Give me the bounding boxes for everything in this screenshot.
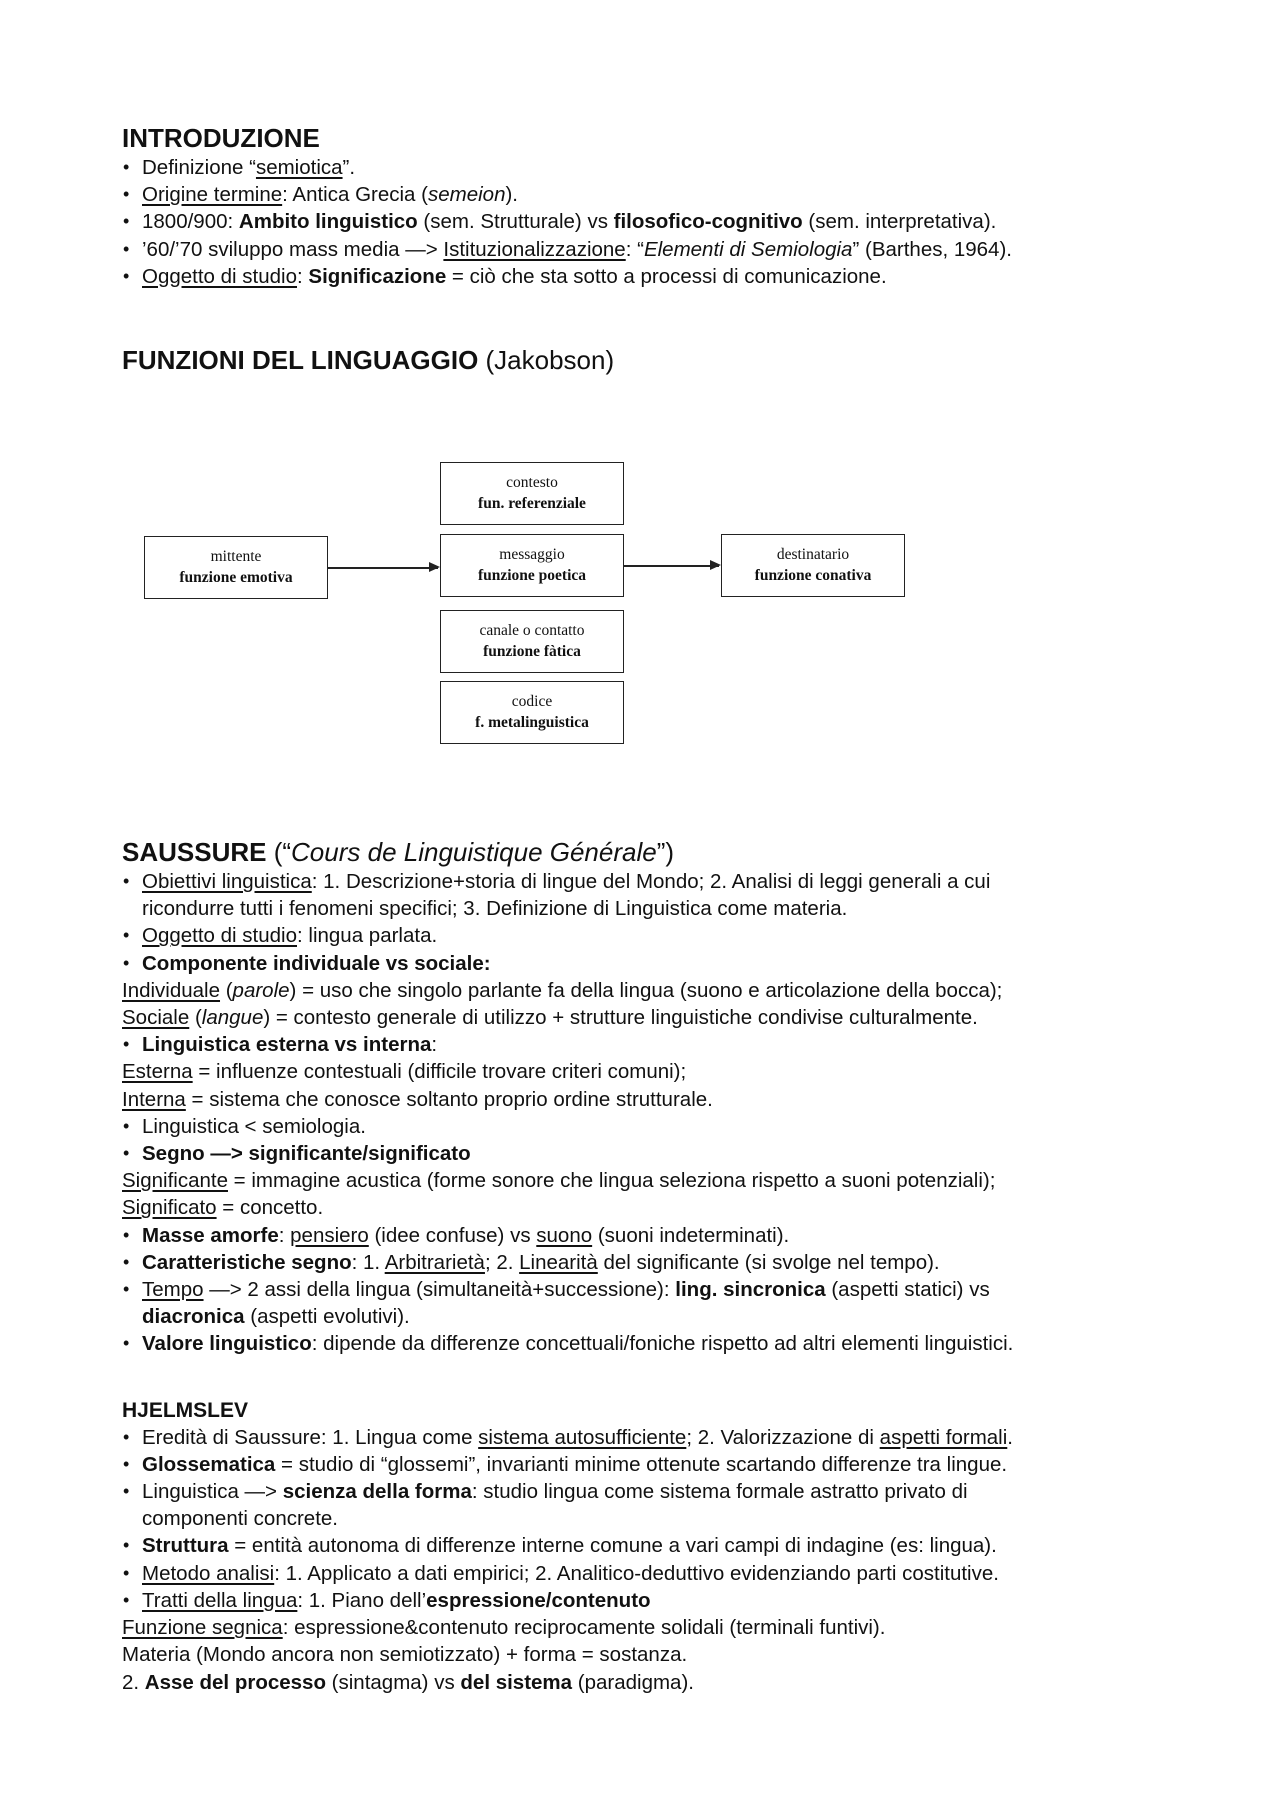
saussure-line-15: • Caratteristiche segno: 1. Arbitrarietà; 2. Linearità del significante (si svolge nel tempo). (122, 1249, 1182, 1276)
saussure-line-6: Sociale (langue) = contesto generale di utilizzo + strutture linguistiche condivise culturalmente. (122, 1006, 978, 1030)
box-messaggio-function: funzione poetica (477, 567, 587, 585)
hjelmslev-line-7: • Tratti della lingua: 1. Piano dell’espressione/contenuto (122, 1587, 1182, 1614)
saussure-line-16: • Tempo —> 2 assi della lingua (simultaneità+successione): ling. sincronica (aspetti statici) vs (122, 1276, 1182, 1303)
box-messaggio (440, 534, 624, 597)
intro-item-3: • 1800/900: Ambito linguistico (sem. Strutturale) vs filosofico-cognitivo (sem. interpretativa). (122, 208, 1182, 235)
intro-item-4: • ’60/’70 sviluppo mass media —> Istituzionalizzazione: “Elementi di Semiologia” (Barthes, 1964). (122, 236, 1182, 263)
saussure-heading: SAUSSURE (“Cours de Linguistique Générale”) (122, 837, 675, 868)
hjelmslev-heading: HJELMSLEV (122, 1398, 249, 1422)
hjelmslev-line-1: • Eredità di Saussure: 1. Lingua come sistema autosufficiente; 2. Valorizzazione di aspetti formali. (122, 1424, 1182, 1451)
box-canale-function: funzione fàtica (483, 643, 581, 661)
box-contesto-function: fun. referenziale (478, 495, 586, 513)
jakobson-diagram (122, 376, 1182, 836)
box-canale-label: canale o contatto (479, 622, 585, 640)
box-destinatario (721, 534, 905, 597)
box-canale (440, 610, 624, 673)
saussure-line-13: Significato = concetto. (122, 1196, 324, 1220)
box-codice-label: codice (511, 693, 553, 711)
hjelmslev-line-3: • Linguistica —> scienza della forma: studio lingua come sistema formale astratto privato di (122, 1478, 1182, 1505)
arrow-messaggio-destinatario (624, 565, 719, 567)
box-codice (440, 681, 624, 744)
box-mittente-function: funzione emotiva (179, 569, 293, 587)
box-messaggio-label: messaggio (499, 546, 565, 564)
saussure-line-4: • Componente individuale vs sociale: (122, 950, 1182, 977)
hjelmslev-list (122, 1424, 1182, 1696)
hjelmslev-line-5: • Struttura = entità autonoma di differenze interne comune a vari campi di indagine (es: lingua). (122, 1532, 1182, 1559)
saussure-line-8: Esterna = influenze contestuali (difficile trovare criteri comuni); (122, 1060, 687, 1084)
saussure-line-3: • Oggetto di studio: lingua parlata. (122, 922, 1182, 949)
saussure-line-5: Individuale (parole) = uso che singolo parlante fa della lingua (suono e articolazione della bocca); (122, 978, 1003, 1002)
hjelmslev-line-9: Materia (Mondo ancora non semiotizzato) + forma = sostanza. (122, 1643, 688, 1667)
saussure-line-17: diacronica (aspetti evolutivi). (142, 1305, 410, 1329)
saussure-line-1: • Obiettivi linguistica: 1. Descrizione+storia di lingue del Mondo; 2. Analisi di leggi generali a cui (122, 868, 1182, 895)
saussure-line-12: Significante = immagine acustica (forme sonore che lingua seleziona rispetto a suoni potenziali); (122, 1169, 996, 1193)
box-mittente (144, 536, 328, 599)
saussure-line-14: • Masse amorfe: pensiero (idee confuse) vs suono (suoni indeterminati). (122, 1222, 1182, 1249)
arrow-mittente-messaggio (328, 567, 438, 569)
document-page (122, 122, 1182, 1696)
hjelmslev-line-2: • Glossematica = studio di “glossemi”, invarianti minime ottenute scartando differenze tra lingue. (122, 1451, 1182, 1478)
hjelmslev-line-6: • Metodo analisi: 1. Applicato a dati empirici; 2. Analitico-deduttivo evidenziando parti costitutive. (122, 1560, 1182, 1587)
saussure-line-11: • Segno —> significante/significato (122, 1140, 1182, 1167)
saussure-line-7: • Linguistica esterna vs interna: (122, 1031, 1182, 1058)
box-mittente-label: mittente (210, 548, 262, 566)
saussure-line-9: Interna = sistema che conosce soltanto proprio ordine strutturale. (122, 1087, 713, 1111)
saussure-line-2: ricondurre tutti i fenomeni specifici; 3. Definizione di Linguistica come materia. (142, 897, 848, 921)
saussure-list (122, 868, 1182, 1358)
box-destinatario-label: destinatario (776, 546, 850, 564)
funzioni-heading: FUNZIONI DEL LINGUAGGIO (Jakobson) (122, 345, 615, 376)
hjelmslev-line-10: 2. Asse del processo (sintagma) vs del sistema (paradigma). (122, 1670, 694, 1694)
intro-item-1: • Definizione “semiotica”. (122, 154, 1182, 181)
box-destinatario-function: funzione conativa (754, 567, 872, 585)
box-contesto (440, 462, 624, 525)
hjelmslev-line-8: Funzione segnica: espressione&contenuto reciprocamente solidali (terminali funtivi). (122, 1616, 886, 1640)
intro-item-2: • Origine termine: Antica Grecia (semeion). (122, 181, 1182, 208)
hjelmslev-line-4: componenti concrete. (142, 1507, 339, 1531)
intro-heading: INTRODUZIONE (122, 123, 320, 153)
intro-list (122, 154, 1182, 290)
intro-item-5: • Oggetto di studio: Significazione = ciò che sta sotto a processi di comunicazione. (122, 263, 1182, 290)
box-contesto-label: contesto (506, 474, 558, 492)
saussure-line-18: • Valore linguistico: dipende da differenze concettuali/foniche rispetto ad altri elementi linguistici. (122, 1330, 1182, 1357)
box-codice-function: f. metalinguistica (475, 714, 589, 732)
saussure-line-10: • Linguistica < semiologia. (122, 1113, 1182, 1140)
